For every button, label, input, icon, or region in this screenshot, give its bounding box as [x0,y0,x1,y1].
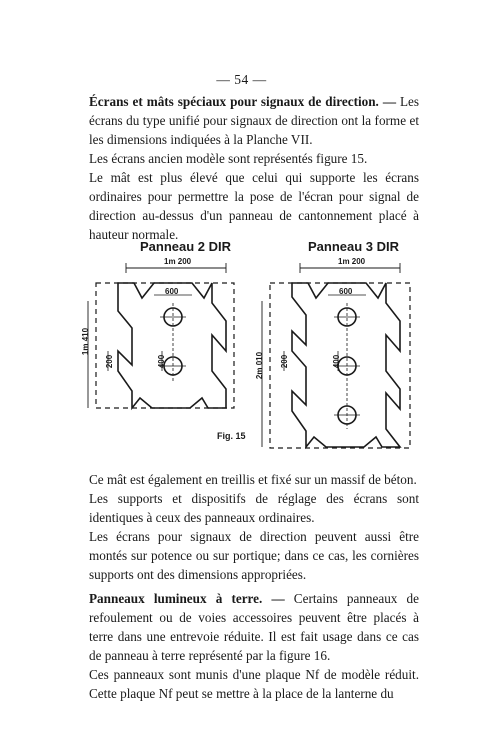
paragraph-text: Certains panneaux de refoulement ou de voies accessoires peuvent être placés à terre dans une entrevoie réduite. Il est fait usage dans ce cas de panneau à terre représenté par la figure 16. [89,591,419,663]
section-signal-screens [89,92,419,244]
paragraph: Les écrans ancien modèle sont représentés figure 15. [89,151,368,166]
dimension-label: 1m 200 [338,257,366,266]
heading-dash: — [378,94,396,109]
figure-title-right: Panneau 3 DIR [308,239,400,254]
figure-15 [82,233,422,463]
dimension-label: 400 [157,354,167,369]
paragraph [89,92,419,149]
paragraph: Ce mât est également en treillis et fixé sur un massif de béton. [89,472,417,487]
paragraph: Le mât est plus élevé que celui qui supporte les écrans ordinaires pour permettre la pose de l'écran pour signal de direction au-dessus d'un panneau de cantonnement placé à hauteur normale. [89,170,419,242]
dimension-label: 600 [165,287,179,296]
dimension-label: 1m 410 [81,327,91,356]
section-heading: Écrans et mâts spéciaux pour signaux de direction. [89,94,379,109]
figure-title-left: Panneau 2 DIR [140,239,232,254]
dimension-label: 2m 010 [255,351,265,380]
dimension-label: 200 [105,354,115,369]
section-mast [89,470,419,584]
paragraph [89,589,419,665]
section-ground-panels [89,589,419,703]
figure-caption: Fig. 15 [217,431,246,441]
heading-dash: — [262,591,285,606]
paragraph: Ces panneaux sont munis d'une plaque Nf de modèle réduit. Cette plaque Nf peut se mettre à la place de la lanterne du [89,667,419,701]
figure-drawing [82,233,422,463]
dimension-label: 1m 200 [164,257,192,266]
page-number: — 54 — [216,72,267,87]
dimension-label: 200 [280,354,290,369]
section-heading: Panneaux lumineux à terre. [89,591,263,606]
dimension-label: 600 [339,287,353,296]
paragraph-text: Les écrans du type unifié pour signaux de direction ont la forme et les dimensions indiquées à la Planche VII. [89,94,419,147]
paragraph: Les écrans pour signaux de direction peuvent aussi être montés sur potence ou sur portique; dans ce cas, les cornières supports ont des dimensions appropriées. [89,529,419,582]
dimension-label: 400 [332,354,342,369]
paragraph: Les supports et dispositifs de réglage des écrans sont identiques à ceux des panneaux ordinaires. [89,491,419,525]
